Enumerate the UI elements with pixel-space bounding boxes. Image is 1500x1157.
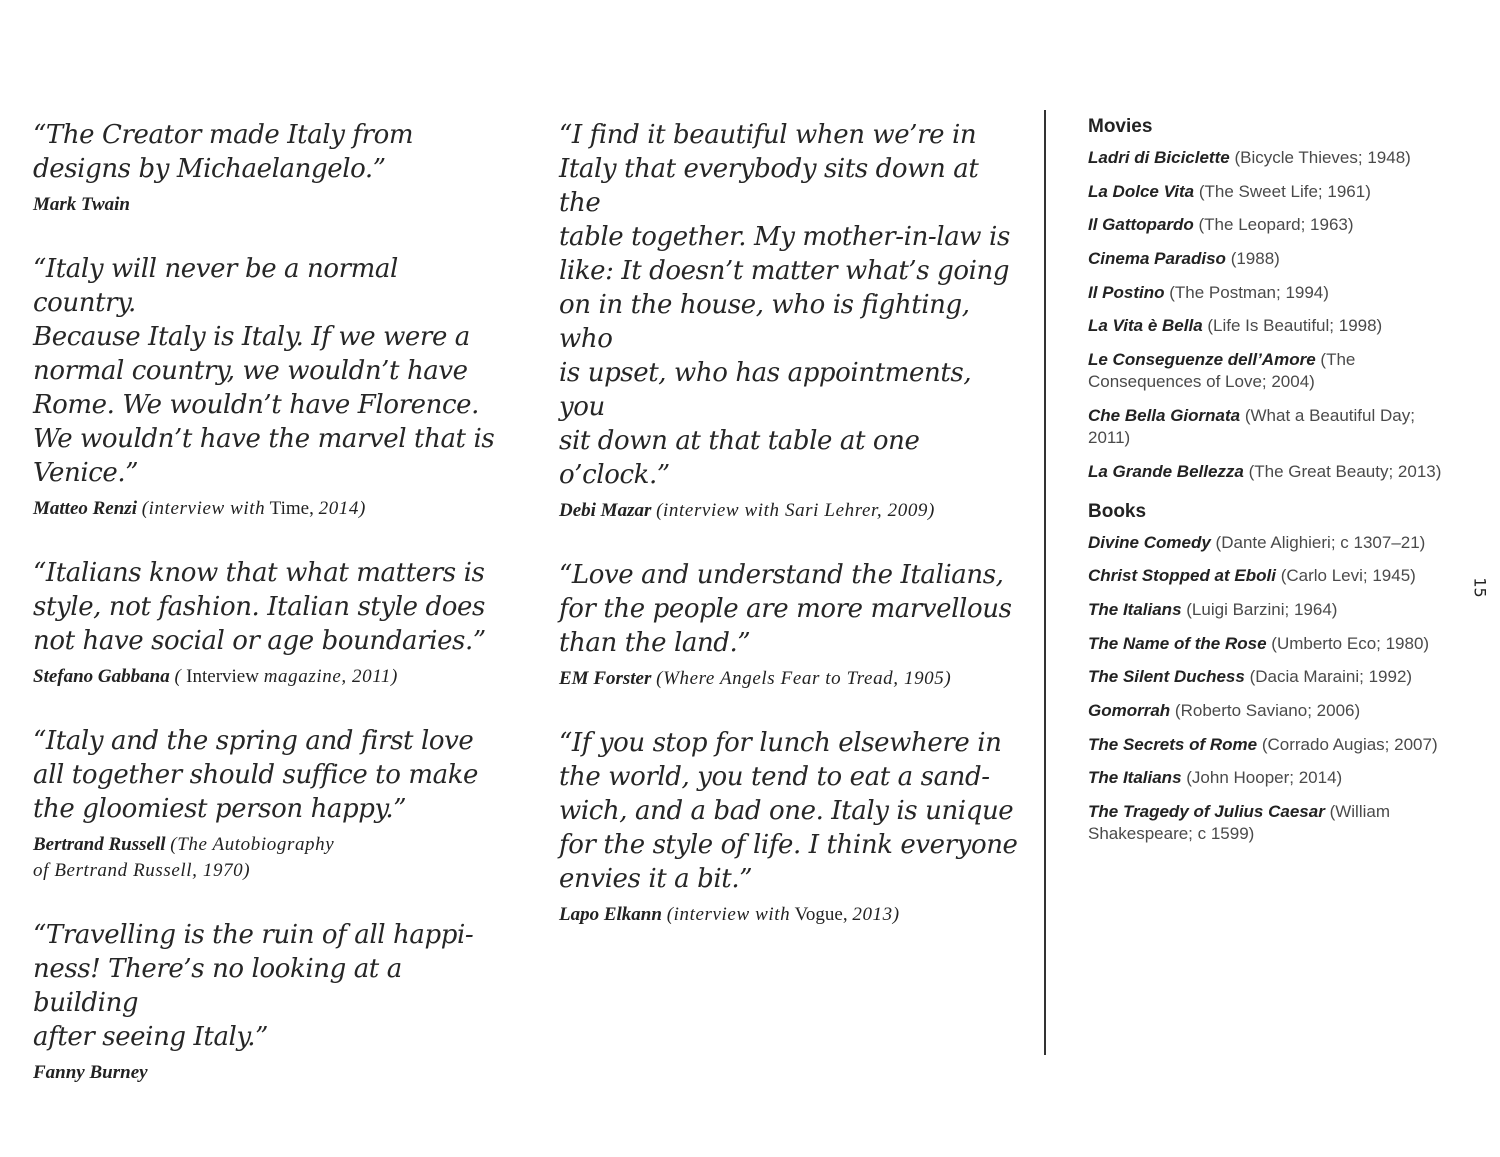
quote-text: “Love and understand the Italians, for the people are more marvellous than the land.” — [559, 560, 1012, 658]
quote-text: “Italy and the spring and first love all together should suffice to make the gloomiest person happy.” — [33, 726, 479, 824]
quote-publication: Time, — [269, 498, 314, 519]
quote-source: (The Autobiography of Bertrand Russell, 1970) — [33, 834, 335, 881]
quote-author: Fanny Burney — [33, 1062, 148, 1083]
list-item-detail: (Life Is Beautiful; 1998) — [1207, 316, 1383, 336]
quote-block — [559, 558, 1019, 692]
quote-text: “Travelling is the ruin of all happi- ness! There’s no looking at a building after seeing Italy.” — [33, 920, 474, 1052]
movies-list — [1088, 147, 1448, 483]
quote-source-date: 2013) — [852, 904, 900, 925]
list-item — [1088, 599, 1448, 621]
quote-text: “The Creator made Italy from designs by Michaelangelo.” — [33, 120, 414, 184]
quote-source: (interview with — [141, 498, 266, 519]
list-item — [1088, 461, 1448, 483]
list-item-title: Divine Comedy — [1088, 532, 1211, 552]
quote-block — [559, 118, 1019, 524]
list-item — [1088, 666, 1448, 688]
quote-attribution — [33, 192, 503, 218]
quote-author: Mark Twain — [33, 194, 130, 215]
list-item-title: The Silent Duchess — [1088, 667, 1245, 687]
quote-text: “I find it beautiful when we’re in Italy that everybody sits down at the table together. My mother-in-law is like: It doesn’t matter what’s going on in the house, who is fighting, who is upset, who has appointments, you sit down at that table at one o’clock.” — [559, 120, 1010, 490]
list-item — [1088, 248, 1448, 270]
list-item-title: Che Bella Giornata — [1088, 405, 1241, 425]
quote-author: Matteo Renzi — [33, 498, 137, 519]
list-item-detail: (The Postman; 1994) — [1169, 282, 1329, 302]
quote-attribution — [33, 1060, 503, 1086]
list-item-title: Christ Stopped at Eboli — [1088, 566, 1276, 586]
list-item-title: Le Conseguenze dell’Amore — [1088, 350, 1316, 370]
quote-text: “Italians know that what matters is style, not fashion. Italian style does not have social or age boundaries.” — [33, 558, 486, 656]
quote-publication: Interview — [186, 666, 259, 687]
books-heading: Books — [1088, 500, 1147, 522]
list-item-title: The Name of the Rose — [1088, 633, 1267, 653]
list-item-detail: (Corrado Augias; 2007) — [1261, 734, 1438, 754]
list-item — [1088, 767, 1448, 789]
list-item-detail: (Umberto Eco; 1980) — [1271, 633, 1430, 653]
list-item-detail: (Bicycle Thieves; 1948) — [1234, 148, 1411, 167]
list-item-detail: (What a Beautiful Day; 2011) — [1088, 405, 1415, 447]
quote-block — [33, 556, 503, 690]
list-item-title: The Secrets of Rome — [1088, 734, 1258, 754]
list-item-detail: (Luigi Barzini; 1964) — [1186, 599, 1338, 619]
quote-source: (interview with — [666, 904, 791, 925]
quotes-column-middle — [559, 118, 1019, 962]
list-item-detail: (Roberto Saviano; 2006) — [1174, 700, 1361, 720]
movies-heading: Movies — [1088, 116, 1153, 137]
quote-block — [33, 918, 503, 1086]
list-item-detail: (William Shakespeare; c 1599) — [1088, 802, 1390, 843]
list-item — [1088, 405, 1448, 449]
quote-source-date: magazine, 2011) — [263, 666, 398, 687]
list-item-title: Gomorrah — [1088, 700, 1171, 720]
list-item — [1088, 565, 1448, 587]
quote-block — [33, 118, 503, 218]
list-item — [1088, 700, 1448, 722]
quote-attribution — [559, 498, 1019, 524]
quote-attribution — [33, 664, 503, 690]
list-item-title: La Grande Bellezza — [1088, 461, 1244, 481]
list-item-detail: (The Great Beauty; 2013) — [1248, 461, 1442, 481]
list-item-title: Il Postino — [1088, 282, 1165, 302]
quote-text: “If you stop for lunch elsewhere in the world, you tend to eat a sand- wich, and a bad one. Italy is unique for the style of life. I think everyone envies it a bit.” — [559, 728, 1018, 894]
list-item-title: The Italians — [1088, 599, 1182, 619]
list-item-detail: (The Consequences of Love; 2004) — [1088, 350, 1356, 392]
list-item-title: The Tragedy of Julius Caesar — [1088, 802, 1325, 821]
list-item-detail: (John Hooper; 2014) — [1186, 768, 1343, 788]
list-item-detail: (1988) — [1230, 249, 1280, 269]
page-number: 15 — [1470, 577, 1490, 598]
quotes-column-left — [33, 118, 503, 1120]
quote-attribution — [559, 666, 1019, 692]
list-item — [1088, 734, 1448, 756]
list-item — [1088, 801, 1448, 845]
list-item-title: Ladri di Biciclette — [1088, 148, 1230, 167]
list-item — [1088, 282, 1448, 304]
list-item — [1088, 349, 1448, 393]
list-item — [1088, 532, 1448, 554]
list-item — [1088, 181, 1448, 203]
quote-author: Debi Mazar — [559, 500, 652, 521]
quote-attribution — [33, 832, 503, 884]
list-item — [1088, 633, 1448, 655]
quote-block — [559, 726, 1019, 928]
quote-text: “Italy will never be a normal country. Because Italy is Italy. If we were a normal country, we wouldn’t have Rome. We wouldn’t have Florence. We wouldn’t have the marvel that is Venice.” — [33, 254, 495, 488]
list-item-title: La Vita è Bella — [1088, 316, 1203, 336]
quote-publication: Vogue, — [794, 904, 848, 925]
books-list — [1088, 532, 1448, 846]
list-item-detail: (The Sweet Life; 1961) — [1198, 181, 1371, 201]
list-item-title: Cinema Paradiso — [1088, 249, 1226, 269]
quote-block — [33, 252, 503, 522]
quote-source: ( — [174, 666, 182, 687]
quote-source-date: 2014) — [318, 498, 366, 519]
list-item — [1088, 147, 1448, 169]
quote-source: (interview with Sari Lehrer, 2009) — [656, 500, 935, 521]
quote-author: Stefano Gabbana — [33, 666, 170, 687]
quote-attribution — [33, 496, 503, 522]
list-item-detail: (Dante Alighieri; c 1307–21) — [1215, 532, 1426, 552]
quote-author: EM Forster — [559, 668, 652, 689]
quote-author: Lapo Elkann — [559, 904, 662, 925]
list-item-detail: (The Leopard; 1963) — [1198, 215, 1354, 235]
list-item-title: The Italians — [1088, 768, 1182, 788]
quote-attribution — [559, 902, 1019, 928]
quote-source: (Where Angels Fear to Tread, 1905) — [656, 668, 952, 689]
list-item — [1088, 214, 1448, 236]
quote-author: Bertrand Russell — [33, 834, 166, 855]
list-item-title: La Dolce Vita — [1088, 181, 1195, 201]
list-item — [1088, 315, 1448, 337]
recommendations-column — [1088, 114, 1448, 857]
list-item-detail: (Dacia Maraini; 1992) — [1249, 667, 1413, 687]
list-item-title: Il Gattopardo — [1088, 215, 1194, 235]
quote-block — [33, 724, 503, 884]
column-divider — [1044, 110, 1046, 1055]
list-item-detail: (Carlo Levi; 1945) — [1280, 566, 1416, 586]
